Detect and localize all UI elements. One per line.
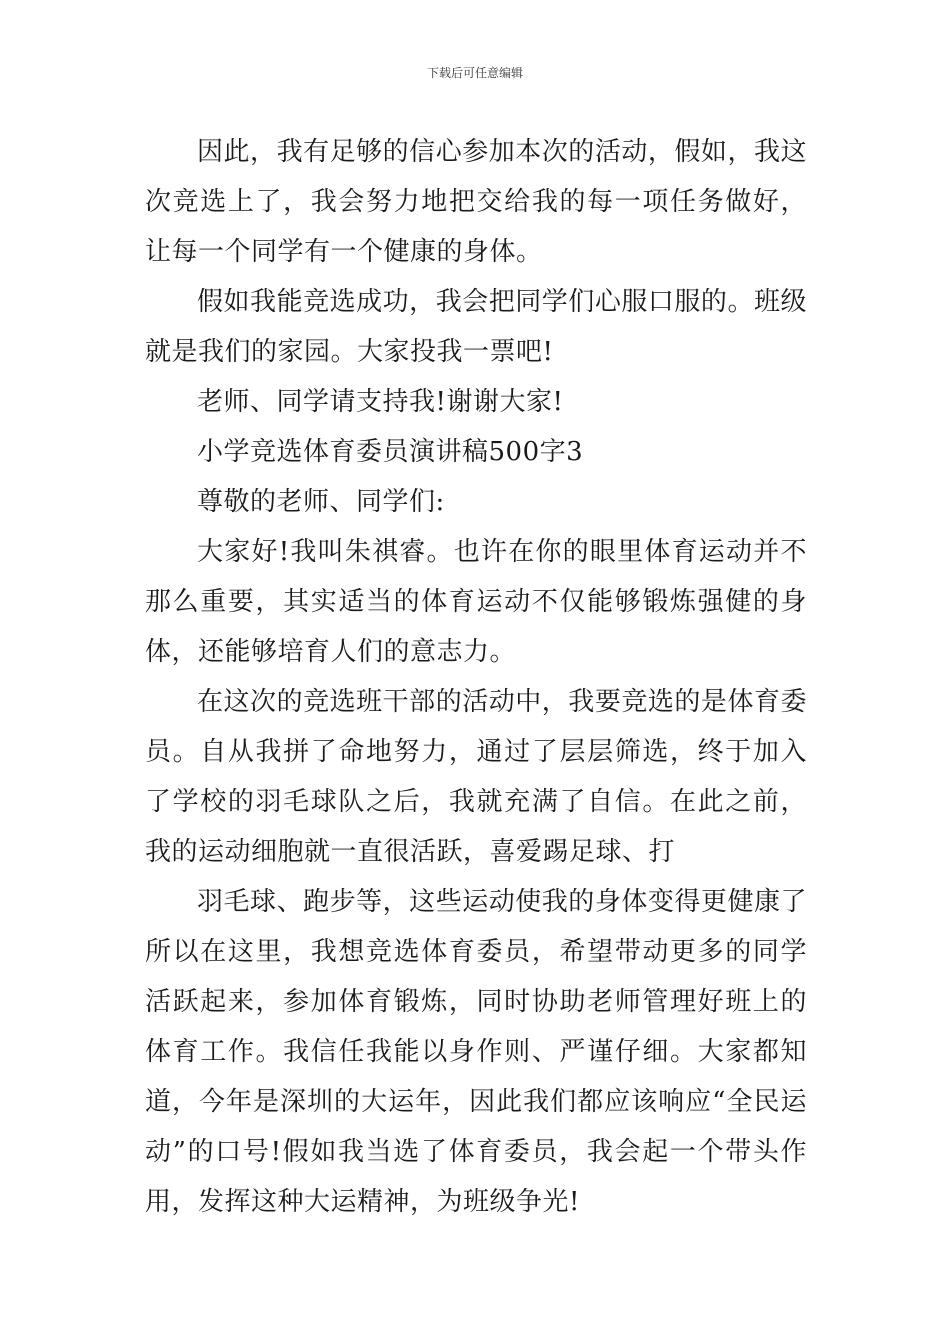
paragraph-vote-request: 假如我能竞选成功，我会把同学们心服口服的。班级就是我们的家园。大家投我一票吧!: [145, 287, 807, 367]
section-title: 小学竞选体育委员演讲稿500字3: [197, 437, 584, 467]
paragraph-motivation: 羽毛球、跑步等，这些运动使我的身体变得更健康了所以在这里，我想竞选体育委员，希望带动更多的同学活跃起来，参加体育锻炼，同时协助老师管理好班上的体育工作。我信任我能以身作则、严谨仔细。大家都知道，今年是深圳的大运年，因此我们都应该响应“全民运动”的口号!假如我当选了体育委员，我会起一个带头作用，发挥这种大运精神，为班级争光!: [145, 887, 807, 1217]
paragraph-campaign: 在这次的竞选班干部的活动中，我要竞选的是体育委员。自从我拼了命地努力，通过了层层筛选，终于加入了学校的羽毛球队之后，我就充满了自信。在此之前，我的运动细胞就一直很活跃，喜爱踢足球、打: [145, 687, 807, 867]
document-body: [145, 127, 807, 1227]
paragraph-salutation: 尊敬的老师、同学们:: [197, 487, 445, 517]
page-header-note: 下载后可任意编辑: [426, 66, 523, 80]
paragraph-confidence: 因此，我有足够的信心参加本次的活动，假如，我这次竞选上了，我会努力地把交给我的每一项任务做好，让每一个同学有一个健康的身体。: [145, 137, 807, 267]
paragraph-thanks: 老师、同学请支持我!谢谢大家!: [197, 387, 564, 417]
paragraph-introduction: 大家好!我叫朱祺睿。也许在你的眼里体育运动并不那么重要，其实适当的体育运动不仅能够锻炼强健的身体，还能够培育人们的意志力。: [145, 537, 807, 667]
